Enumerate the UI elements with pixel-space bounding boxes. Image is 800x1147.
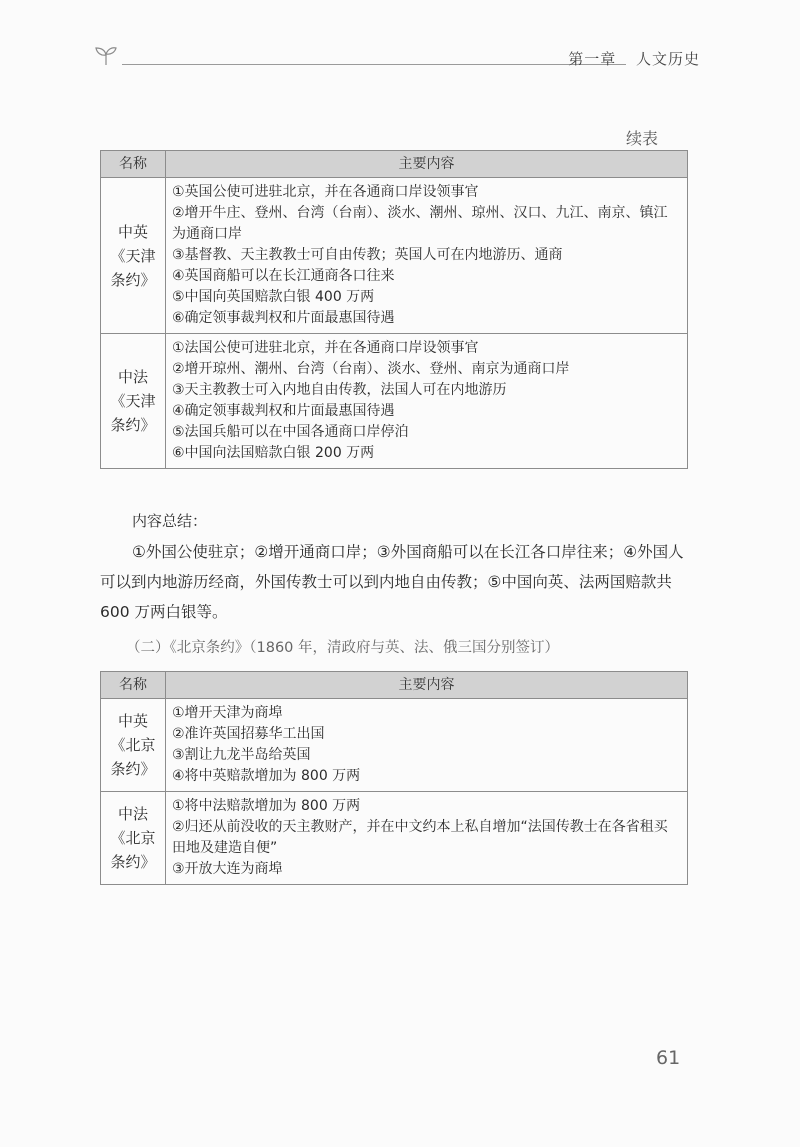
table-row (101, 178, 688, 334)
chapter-number: 第一章 (568, 50, 617, 68)
list-item: ④确定领事裁判权和片面最惠国待遇 (172, 403, 395, 419)
section-subheading: （二）《北京条约》（1860 年，清政府与英、法、俄三国分别签订） (126, 640, 560, 656)
list-item: ②增开琼州、潮州、台湾（台南）、淡水、登州、南京为通商口岸 (172, 361, 570, 377)
page-number: 61 (656, 1047, 681, 1069)
chapter-title: 人文历史 (635, 50, 700, 68)
header-name: 名称 (101, 151, 166, 178)
list-item: ④英国商船可以在长江通商各口往来 (172, 268, 395, 284)
header-content: 主要内容 (166, 151, 688, 178)
page-header (86, 44, 700, 76)
list-item: ③开放大连为商埠 (172, 861, 283, 877)
summary-title: 内容总结： (132, 512, 208, 530)
tianjin-treaty-table (100, 150, 688, 469)
table-row (101, 699, 688, 792)
treaty-content-cell (166, 334, 688, 469)
table-row (101, 792, 688, 885)
list-item: ①将中法赔款增加为 800 万两 (172, 798, 361, 814)
treaty-name-cell: 中法 《天津 条约》 (101, 334, 166, 469)
treaty-content-cell (166, 699, 688, 792)
table-row (101, 334, 688, 469)
list-item: ②准许英国招募华工出国 (172, 726, 325, 742)
summary-text: ①外国公使驻京；②增开通商口岸；③外国商船可以在长江各口岸往来；④外国人可以到内地游历经商，外国传教士可以到内地自由传教；⑤中国向英、法两国赔款共 600 万两白银等。 (100, 543, 684, 621)
treaty-name-cell: 中英 《天津 条约》 (101, 178, 166, 334)
chapter-heading (554, 48, 700, 69)
treaty-content-cell (166, 792, 688, 885)
list-item: ④将中英赔款增加为 800 万两 (172, 768, 361, 784)
list-item: ③割让九龙半岛给英国 (172, 747, 311, 763)
header-name: 名称 (101, 672, 166, 699)
list-item: ⑤中国向英国赔款白银 400 万两 (172, 289, 375, 305)
list-item: ①增开天津为商埠 (172, 705, 283, 721)
list-item: ③基督教、天主教教士可自由传教；英国人可在内地游历、通商 (172, 247, 563, 263)
header-rule (122, 64, 626, 65)
list-item: ③天主教教士可入内地自由传教，法国人可在内地游历 (172, 382, 507, 398)
list-item: ⑥确定领事裁判权和片面最惠国待遇 (172, 310, 395, 326)
beijing-treaty-table (100, 671, 688, 885)
table-header-row (101, 672, 688, 699)
list-item: ①英国公使可进驻北京，并在各通商口岸设领事官 (172, 184, 479, 200)
header-content: 主要内容 (166, 672, 688, 699)
treaty-name-cell: 中法 《北京 条约》 (101, 792, 166, 885)
list-item: ②归还从前没收的天主教财产，并在中文约本上私自增加“法国传教士在各省租买田地及建造自便” (172, 819, 668, 856)
sprout-icon (94, 46, 118, 66)
list-item: ①法国公使可进驻北京，并在各通商口岸设领事官 (172, 340, 479, 356)
list-item: ⑤法国兵船可以在中国各通商口岸停泊 (172, 424, 409, 440)
list-item: ⑥中国向法国赔款白银 200 万两 (172, 445, 375, 461)
treaty-content-cell (166, 178, 688, 334)
treaty-name-cell: 中英 《北京 条约》 (101, 699, 166, 792)
continued-label: 续表 (626, 129, 659, 148)
list-item: ②增开牛庄、登州、台湾（台南）、淡水、潮州、琼州、汉口、九江、南京、镇江为通商口岸 (172, 205, 668, 242)
table-header-row (101, 151, 688, 178)
